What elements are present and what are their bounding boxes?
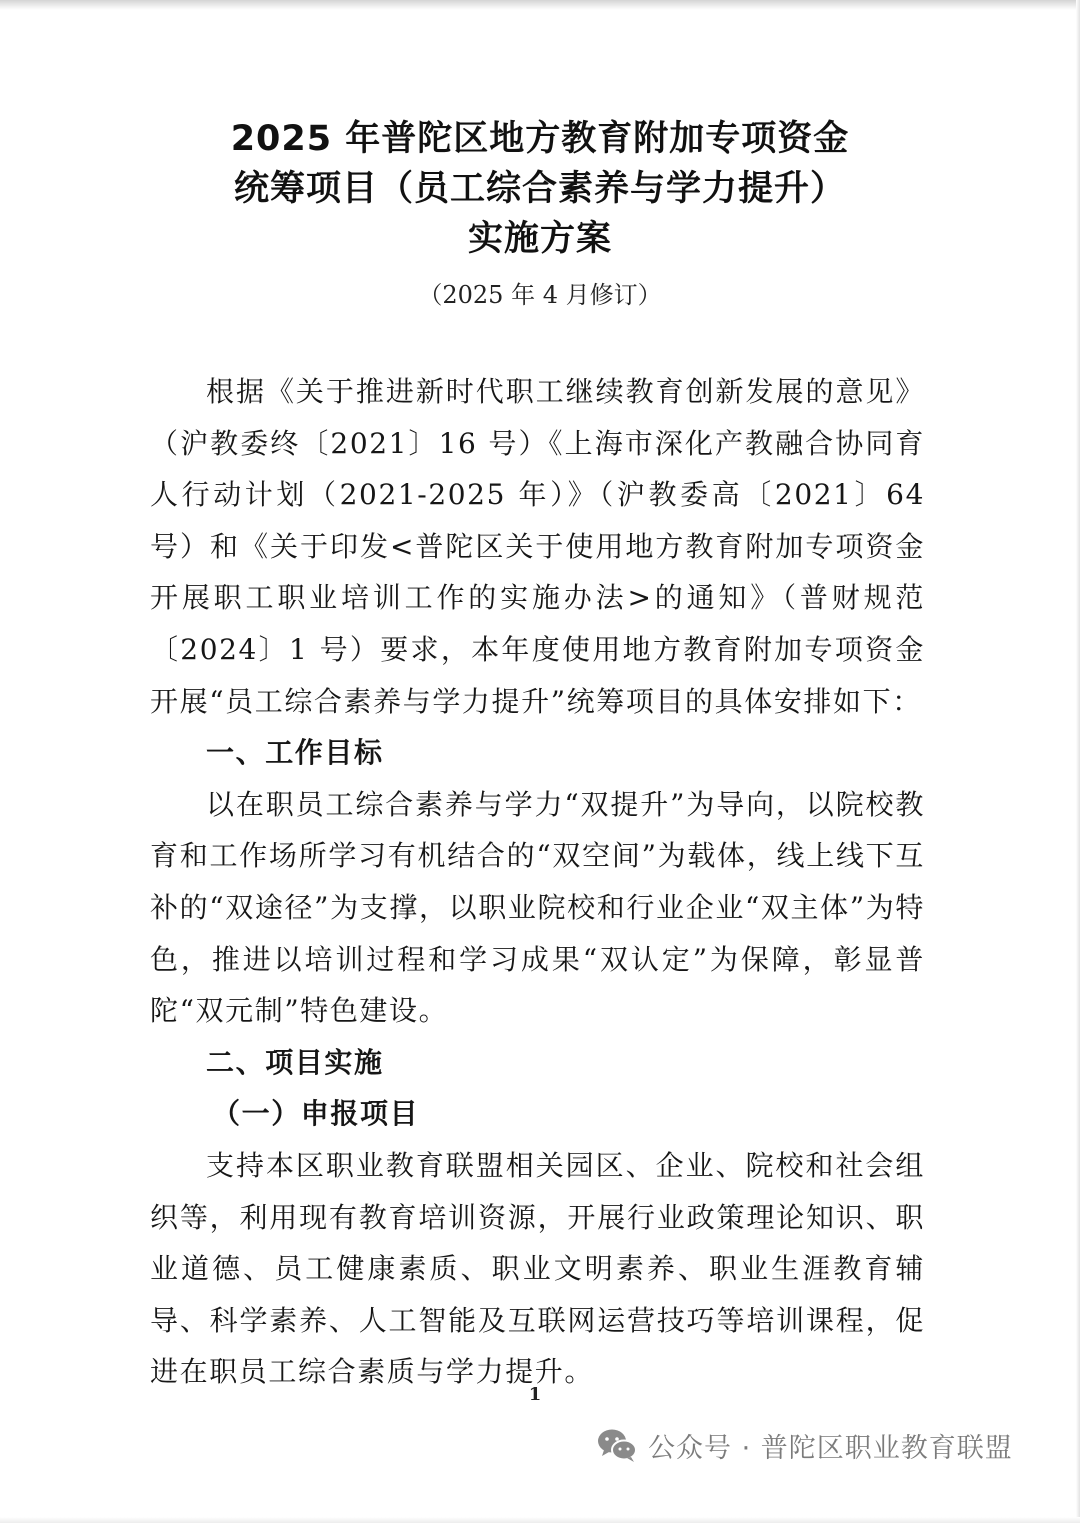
document-title-line-2: 统筹项目（员工综合素养与学力提升） (233, 169, 846, 209)
revision-note: （2025 年 4 月修订） (418, 281, 662, 309)
document-body (150, 366, 925, 1398)
intro-paragraph: 根据《关于推进新时代职工继续教育创新发展的意见》（沪教委终〔2021〕16 号）《上海市深化产教融合协同育人行动计划（2021-2025 年）》（沪教委高〔2021〕64 号）和《关于印发<普陀区关于使用地方教育附加专项资金开展职工职业培训工作的实施办法>的通知》（普财规范〔2024〕1 号）要求，本年度使用地方教育附加专项资金开展“员工综合素养与学力提升”统筹项目的具体安排如下： (150, 375, 925, 718)
document-title-line-3: 实施方案 (467, 219, 612, 259)
section-heading-project-implementation: 二、项目实施 (206, 1045, 384, 1079)
wechat-icon (596, 1427, 638, 1463)
application-items-paragraph: 支持本区职业教育联盟相关园区、企业、院校和社会组织等，利用现有教育培训资源，开展行业政策理论知识、职业道德、员工健康素质、职业文明素养、职业生涯教育辅导、科学素养、人工智能及互联网运营技巧等培训课程，促进在职员工综合素质与学力提升。 (150, 1148, 925, 1389)
wechat-watermark (596, 1420, 1013, 1470)
document-title-line-1: 2025 年普陀区地方教育附加专项资金 (230, 119, 850, 159)
page-number: 1 (528, 1384, 542, 1405)
subsection-heading-application-items: （一）申报项目 (212, 1097, 420, 1131)
scan-bottom-edge (0, 1517, 1080, 1523)
section-heading-work-goals: 一、工作目标 (206, 736, 384, 770)
watermark-text: 公众号 · 普陀区职业教育联盟 (648, 1432, 1013, 1464)
work-goals-paragraph: 以在职员工综合素养与学力“双提升”为导向，以院校教育和工作场所学习有机结合的“双空间”为载体，线上线下互补的“双途径”为支撑，以职业院校和行业企业“双主体”为特色，推进以培训过程和学习成果“双认定”为保障，彰显普陀“双元制”特色建设。 (150, 787, 925, 1028)
